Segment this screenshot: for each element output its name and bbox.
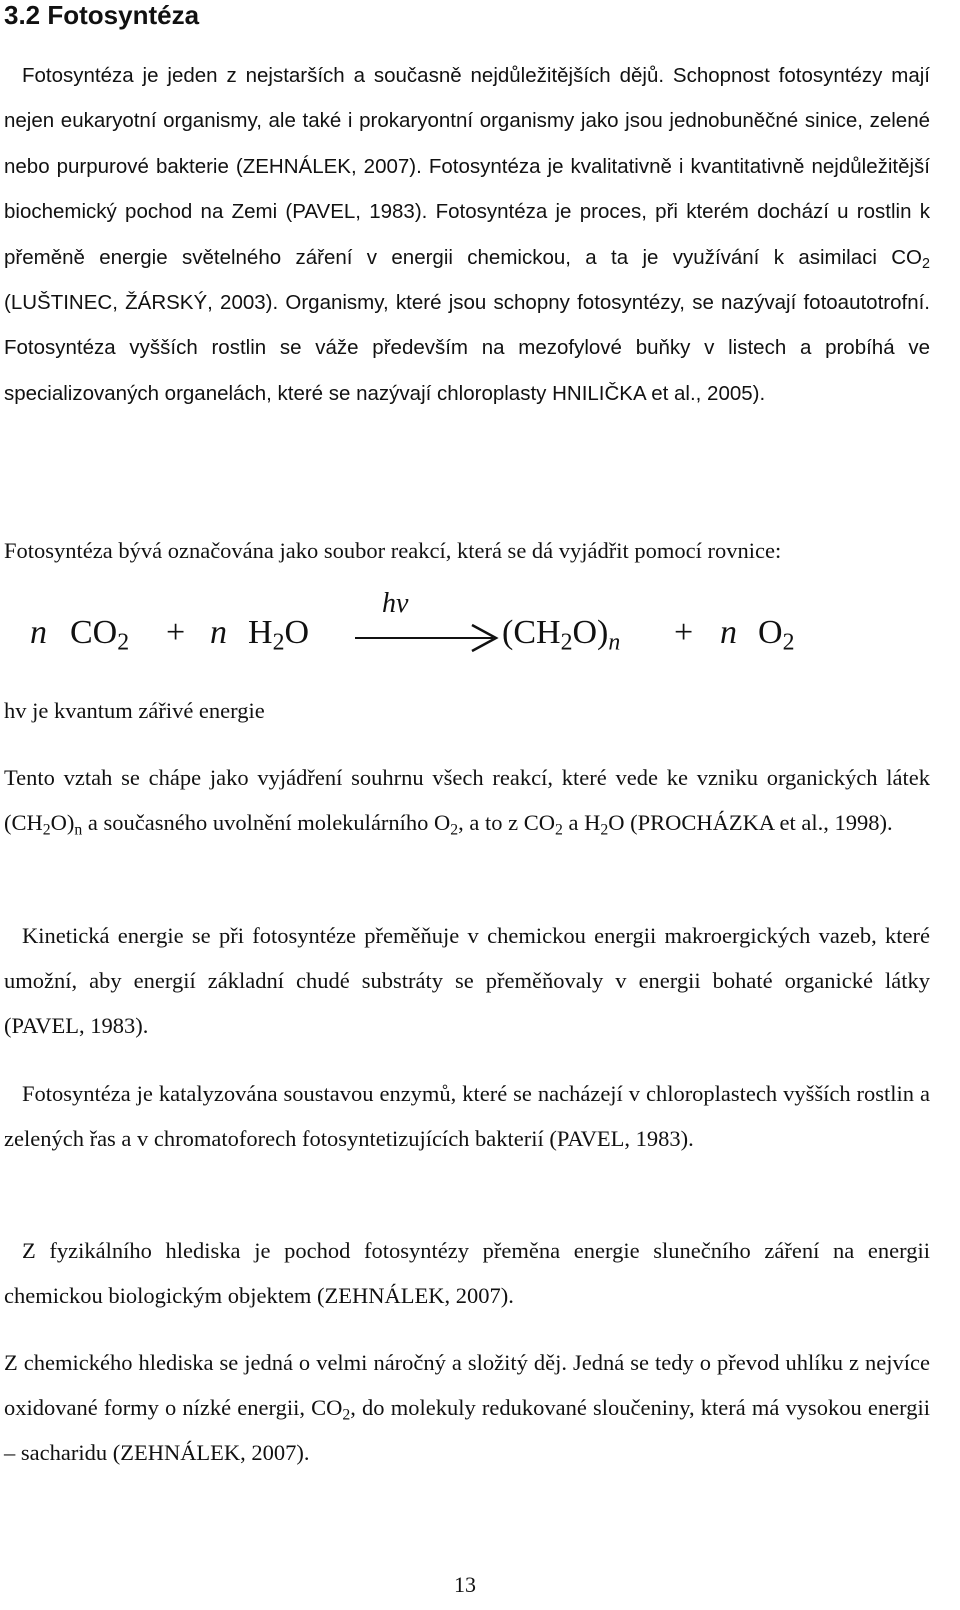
- eq-coefficient: n: [720, 614, 737, 651]
- paragraph-hv-definition: hv je kvantum zářivé energie: [4, 698, 265, 723]
- eq-coefficient: n: [210, 614, 227, 651]
- eq-co2: $CO_2$: [70, 614, 130, 656]
- paragraph-physical: Z fyzikálního hlediska je pochod fotosyntézy přeměna energie slunečního záření na energii chemickou biologickým objektem (ZEHNÁLEK, 2007).: [4, 1238, 930, 1308]
- photosynthesis-equation: [30, 588, 830, 660]
- paragraph-intro-text: Fotosyntéza je jeden z nejstarších a současně nejdůležitějších dějů. Schopnost fotosyntézy mají nejen eukaryotní organismy, ale také i prokaryontní organismy jako jsou jednobuněčné sinice, zelené nebo purpurové bakterie (ZEHNÁLEK, 2007). Fotosyntéza je kvalitativně i kvantitativně nejdůležitější biochemický pochod na Zemi (PAVEL, 1983). Fotosyntéza je proces, při kterém dochází u rostlin k přeměně energie světelného záření v energii chemickou, a ta je využívání k asimilaci CO: [4, 64, 930, 269]
- co2-subscript: 2: [922, 255, 930, 272]
- paragraph-intro-text-2: (LUŠTINEC, ŽÁRSKÝ, 2003). Organismy, které jsou schopny fotosyntézy, se nazývají fotoautotrofní. Fotosyntéza vyšších rostlin se váže především na mezofylové buňky v listech a probíhá ve specializovaných organelách, které se nazývají chloroplasty HNILIČKA et al., 2005).: [4, 291, 930, 405]
- page-number: 13: [454, 1572, 476, 1597]
- paragraph-relation: Tento vztah se chápe jako vyjádření souhrnu všech reakcí, které vede ke vzniku organických látek $(CH_2O)_n$ a současného uvolnění molekulárního $O_2$, a to z $CO_2$ a $H_2O$ (PROCHÁZKA et al., 1998).: [4, 765, 930, 839]
- section-heading: 3.2 Fotosyntéza: [4, 0, 200, 30]
- equation-arrow: [30, 596, 830, 660]
- paragraph-enzymes: Fotosyntéza je katalyzována soustavou enzymů, které se nacházejí v chloroplastech vyšších rostlin a zelených řas a v chromatoforech fotosyntetizujících bakterií (PAVEL, 1983).: [4, 1081, 930, 1151]
- eq-h2o: $H_2O$: [248, 614, 310, 656]
- paragraph-kinetic-energy: Kinetická energie se při fotosyntéze přeměňuje v chemickou energii makroergických vazeb, které umožní, aby energií základní chudé substráty se přeměňovaly v energii bohaté organické látky (PAVEL, 1983).: [4, 923, 930, 1038]
- paragraph-chemical: Z chemického hlediska se jedná o velmi náročný a složitý děj. Jedná se tedy o převod uhlíku z nejvíce oxidované formy o nízké energii, $CO_2$, do molekuly redukované sloučeniny, která má vysokou energii – sacharidu (ZEHNÁLEK, 2007).: [4, 1350, 930, 1465]
- eq-hv: hv: [382, 588, 409, 619]
- eq-o2: $O_2$: [758, 614, 795, 656]
- eq-coefficient: n: [30, 614, 47, 651]
- paragraph-intro: [4, 53, 930, 416]
- paragraph-equation-intro: Fotosyntéza bývá označována jako soubor reakcí, která se dá vyjádřit pomocí rovnice:: [4, 538, 782, 563]
- eq-plus: +: [674, 614, 694, 651]
- eq-plus: +: [166, 614, 186, 651]
- eq-product: $(CH_2O)_n$: [502, 614, 621, 656]
